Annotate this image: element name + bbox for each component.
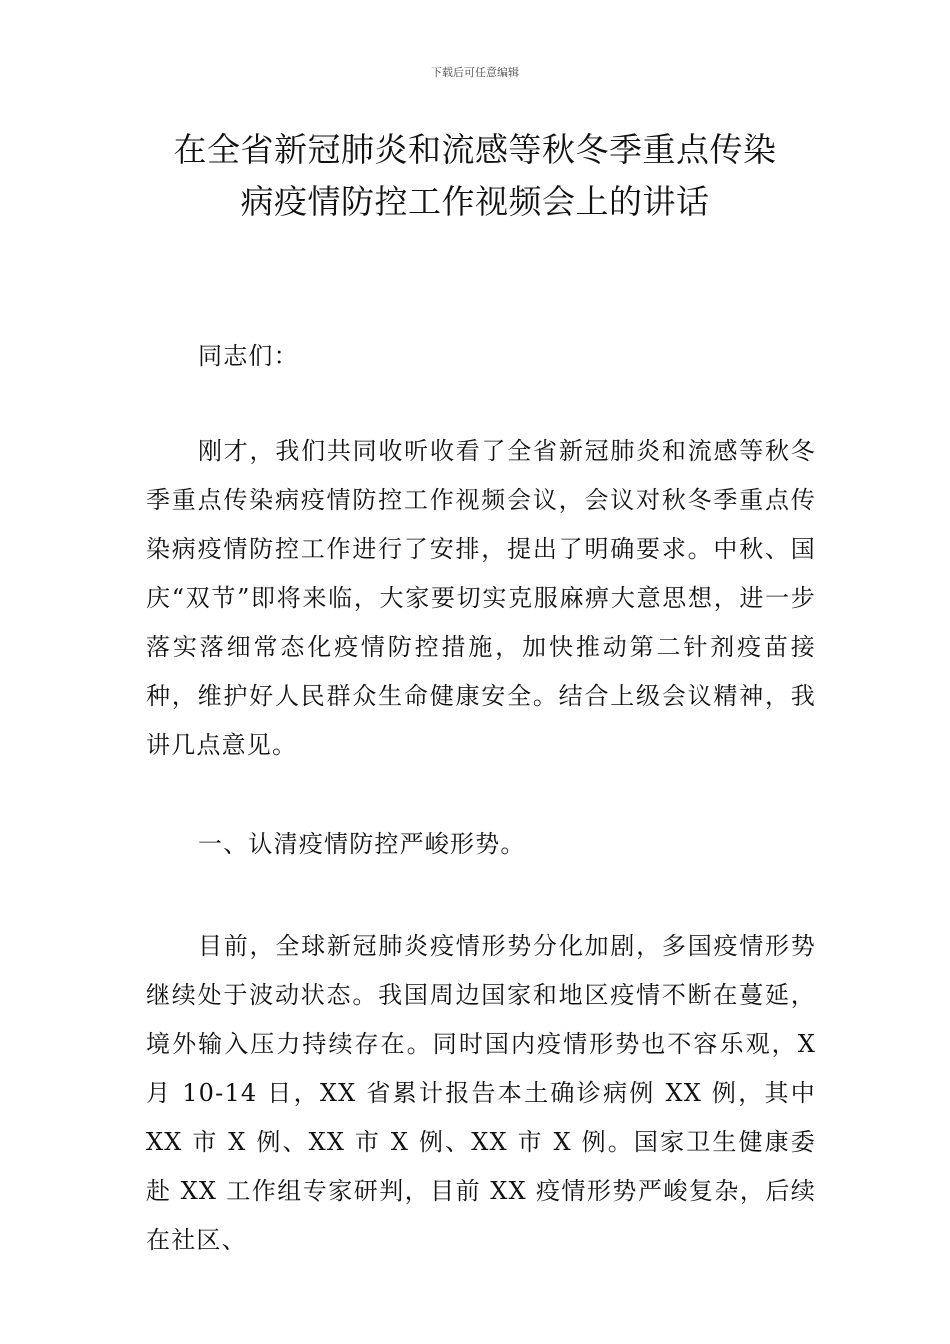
greeting-paragraph: 同志们： <box>198 342 299 370</box>
title-line-1: 在全省新冠肺炎和流感等秋冬季重点传染 <box>173 130 777 169</box>
intro-paragraph: 刚才，我们共同收听收看了全省新冠肺炎和流感等秋冬季重点传染病疫情防控工作视频会议，会议对秋冬季重点传染病疫情防控工作进行了安排，提出了明确要求。中秋、国庆“双节”即将来临，大家要切实克服麻痹大意思想，进一步落实落细常态化疫情防控措施，加快推动第二针剂疫苗接种，维护好人民群众生命健康安全。结合上级会议精神，我讲几点意见。 <box>146 437 816 759</box>
section-1-heading: 一、认清疫情防控严峻形势。 <box>198 830 526 858</box>
situation-paragraph: 目前，全球新冠肺炎疫情形势分化加剧，多国疫情形势继续处于波动状态。我国周边国家和地区疫情不断在蔓延，境外输入压力持续存在。同时国内疫情形势也不容乐观，X 月 10-14 日，XX 省累计报告本土确诊病例 XX 例，其中 XX 市 X 例、XX 市 X 例、XX 市 X 例。国家卫生健康委赴 XX 工作组专家研判，目前 XX 疫情形势严峻复杂，后续在社区、 <box>146 932 816 1254</box>
title-line-2: 病疫情防控工作视频会上的讲话 <box>240 182 710 221</box>
document-title <box>120 124 830 228</box>
download-note: 下载后可任意编辑 <box>431 66 519 79</box>
